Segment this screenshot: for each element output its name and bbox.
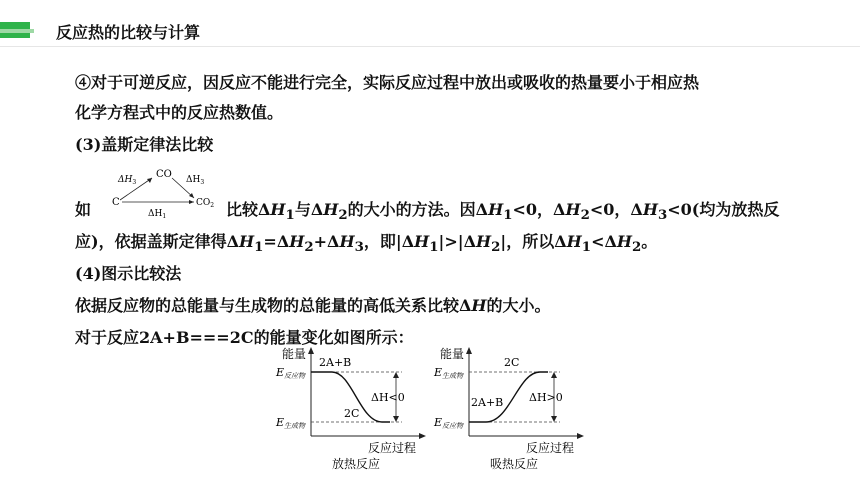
hess-dh3b-label: $\Delta H_3$ [186,175,205,186]
hess-prefix: 如 [75,200,92,219]
hess-line2: 应)，依据盖斯定律得$\Delta H_1=\Delta H_2+\Delta H_3$，即$|\Delta H_1|>|\Delta H_2|$，所以$\Delta H_1<\Delta H_2$。 [75,232,658,256]
para1-line2: 化学方程式中的反应热数值。 [75,103,284,122]
header-title: 反应热的比较与计算 [56,23,201,42]
hess-dh1-label: $\Delta H_1$ [148,209,167,220]
hess-dh3-label: $\Delta H_3$ [118,175,137,186]
left-dh-label: ΔH<0 [371,391,405,404]
left-bottom-species: 2C [344,407,360,420]
para4: 依据反应物的总能量与生成物的总能量的高低关系比较ΔH的大小。 [75,296,551,315]
section3-heading: (3)盖斯定律法比较 [75,135,214,154]
section4-heading: (4)图示比较法 [75,264,182,283]
left-ylabel: 能量 [282,347,307,361]
left-xlabel: 反应过程 [368,441,417,455]
right-e-bottom: E反应物 [434,416,464,430]
right-top-species: 2C [504,356,520,369]
right-dh-label: ΔH>0 [529,391,563,404]
header-decoration [0,20,34,42]
left-top-species: 2A+B [319,356,352,369]
exothermic-energy-diagram [272,344,432,472]
para5: 对于反应2A+B===2C的能量变化如图所示： [75,328,414,347]
left-e-top: E反应物 [276,366,306,380]
left-e-bottom: E生成物 [276,416,306,430]
hess-co2-label: $CO_2$ [196,198,215,209]
hess-cycle-diagram [110,168,220,220]
header-divider [0,46,860,47]
left-caption: 放热反应 [332,457,381,471]
right-caption: 吸热反应 [490,457,539,471]
para1-line1: ④对于可逆反应，因反应不能进行完全，实际反应过程中放出或吸收的热量要小于相应热 [75,73,700,92]
endothermic-energy-diagram [430,344,590,472]
right-e-top: E生成物 [434,366,464,380]
right-bottom-species: 2A+B [471,396,504,409]
hess-c-label: C [112,197,120,208]
hess-co-label: CO [156,169,172,180]
right-xlabel: 反应过程 [526,441,575,455]
right-ylabel: 能量 [440,347,465,361]
hess-line1: 比较$\Delta H_1$与$\Delta H_2$的大小的方法。因$\Delta H_1<0$，$\Delta H_2<0$，$\Delta H_3<0$(均为放热反 [226,200,780,224]
